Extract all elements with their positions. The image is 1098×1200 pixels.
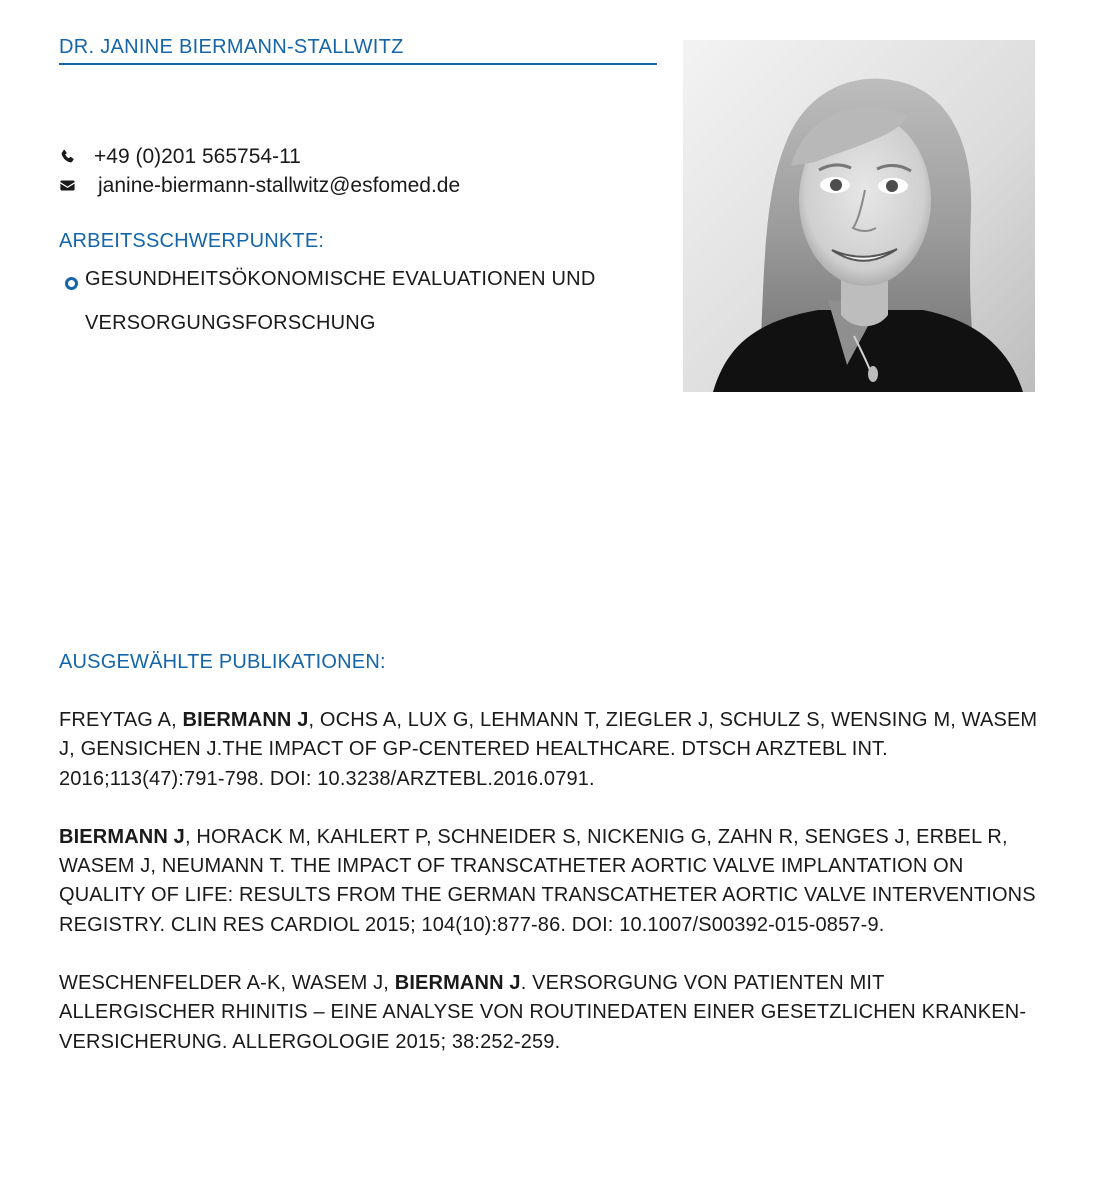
phone-row xyxy=(59,142,460,171)
publication-after: . VERSORGUNG VON PATIENTEN MIT ALLERGISCHER RHINITIS – EINE ANALYSE VON ROUTINEDATEN EINER GESETZLICHEN KRANKEN-VERSICHERUNG. ALLERGOLOGIE 2015; 38:252-259. xyxy=(59,972,1027,1053)
publications-title: AUSGEWÄHLTE PUBLIKATIONEN: xyxy=(59,651,386,673)
publication-author-bold: BIERMANN J xyxy=(59,825,185,848)
contact-block xyxy=(59,142,460,200)
phone-number[interactable]: +49 (0)201 565754-11 xyxy=(94,145,301,168)
circle-bullet-icon xyxy=(65,277,78,290)
publication-item xyxy=(59,969,1044,1057)
publication-item xyxy=(59,823,1044,940)
profile-header xyxy=(59,36,657,65)
focus-title: ARBEITSSCHWERPUNKTE: xyxy=(59,230,325,252)
publication-before: FREYTAG A, xyxy=(59,709,183,731)
email-row xyxy=(59,171,460,200)
focus-list xyxy=(65,268,645,345)
profile-photo xyxy=(683,40,1035,392)
publication-item xyxy=(59,706,1044,794)
publication-after: , OCHS A, LUX G, LEHMANN T, ZIEGLER J, SCHULZ S, WENSING M, WASEM J, GENSICHEN J.THE IMPACT OF GP-CENTERED HEALTHCARE. DTSCH ARZTEBL INT. 2016;113(47):791-798. DOI: 10.3238/ARZTEBL.2016.0791. xyxy=(59,709,1038,790)
focus-item-text: GESUNDHEITSÖKONOMISCHE EVALUATIONEN UND VERSORGUNGSFORSCHUNG xyxy=(85,268,596,334)
publication-after: , HORACK M, KAHLERT P, SCHNEIDER S, NICKENIG G, ZAHN R, SENGES J, ERBEL R, WASEM J, NEUMANN T. THE IMPACT OF TRANSCATHETER AORTIC VALVE IMPLANTATION ON QUALITY OF LIFE: RESULTS FROM THE GERMAN TRANSCATHETER AORTIC VALVE INTERVENTIONS REGISTRY. CLIN RES CARDIOL 2015; 104(10):877-86. DOI: 10.1007/S00392-015-0857-9. xyxy=(59,825,1036,936)
publication-before: WESCHENFELDER A-K, WASEM J, xyxy=(59,972,395,995)
envelope-icon xyxy=(59,177,76,194)
person-name: DR. JANINE BIERMANN-STALLWITZ xyxy=(59,36,404,58)
email-link[interactable]: janine-biermann-stallwitz@esfomed.de xyxy=(98,174,461,197)
publication-author-bold: BIERMANN J xyxy=(182,709,309,731)
publication-author-bold: BIERMANN J xyxy=(394,972,521,995)
phone-icon xyxy=(59,148,76,165)
focus-item xyxy=(65,268,645,345)
publications-list xyxy=(59,706,1044,1086)
